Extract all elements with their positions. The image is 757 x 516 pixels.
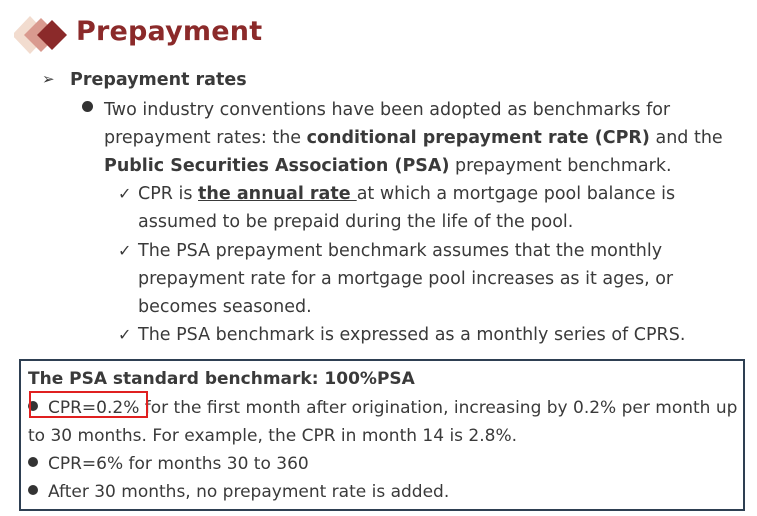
bullet-dot-icon [28, 457, 38, 467]
conventions-text-part2: and the [649, 128, 723, 148]
box-title: The PSA standard benchmark: 100%PSA [28, 369, 415, 389]
checkmark-icon: ✓ [118, 325, 132, 344]
check-item-psa [118, 237, 738, 321]
psa-benchmark-box [19, 359, 745, 511]
checkmark-icon: ✓ [118, 184, 132, 203]
bullet-dot-icon [82, 101, 93, 112]
title-logo-icon [14, 14, 70, 56]
highlight-rectangle [29, 391, 148, 418]
conventions-text-part1: Two industry conventions have been adopted as benchmarks for prepayment rates: the [104, 100, 671, 148]
box-item-after-30 [28, 478, 740, 506]
box-item-cpr-6 [28, 450, 740, 478]
bullet-dot-icon [28, 485, 38, 495]
annual-rate-emphasis: the annual rate [198, 184, 357, 204]
check-text-post: at which a mortgage pool balance is assumed to be prepaid during the life of the pool. [138, 184, 676, 232]
checkmark-icon: ✓ [118, 241, 132, 260]
check-text: The PSA prepayment benchmark assumes that the monthly prepayment rate for a mortgage pool increases as it ages, or becomes seasoned. [138, 241, 674, 317]
check-text [138, 180, 738, 236]
box-item-text: After 30 months, no prepayment rate is added. [48, 482, 450, 502]
conventions-bullet [82, 96, 742, 180]
box-item-text: for the first month after origination, increasing by 0.2% per month up to 30 months. For example, the CPR in month 14 is 2.8%. [28, 398, 738, 446]
cpr-term: conditional prepayment rate (CPR) [306, 128, 650, 148]
check-item-cpr [118, 180, 738, 236]
conventions-text [104, 96, 742, 180]
section-heading-label: Prepayment rates [70, 70, 247, 90]
psa-term: Public Securities Association (PSA) [104, 156, 450, 176]
check-text: The PSA benchmark is expressed as a monthly series of CPRS. [138, 325, 686, 345]
conventions-text-part3: prepayment benchmark. [449, 156, 672, 176]
arrow-bullet-icon: ➢ [42, 70, 55, 88]
highlighted-cpr: CPR=0.2% [48, 398, 145, 418]
box-item-text: CPR=6% for months 30 to 360 [48, 454, 309, 474]
check-text-pre: CPR is [138, 184, 199, 204]
slide-title: Prepayment [76, 16, 263, 47]
check-item-series [118, 321, 738, 349]
